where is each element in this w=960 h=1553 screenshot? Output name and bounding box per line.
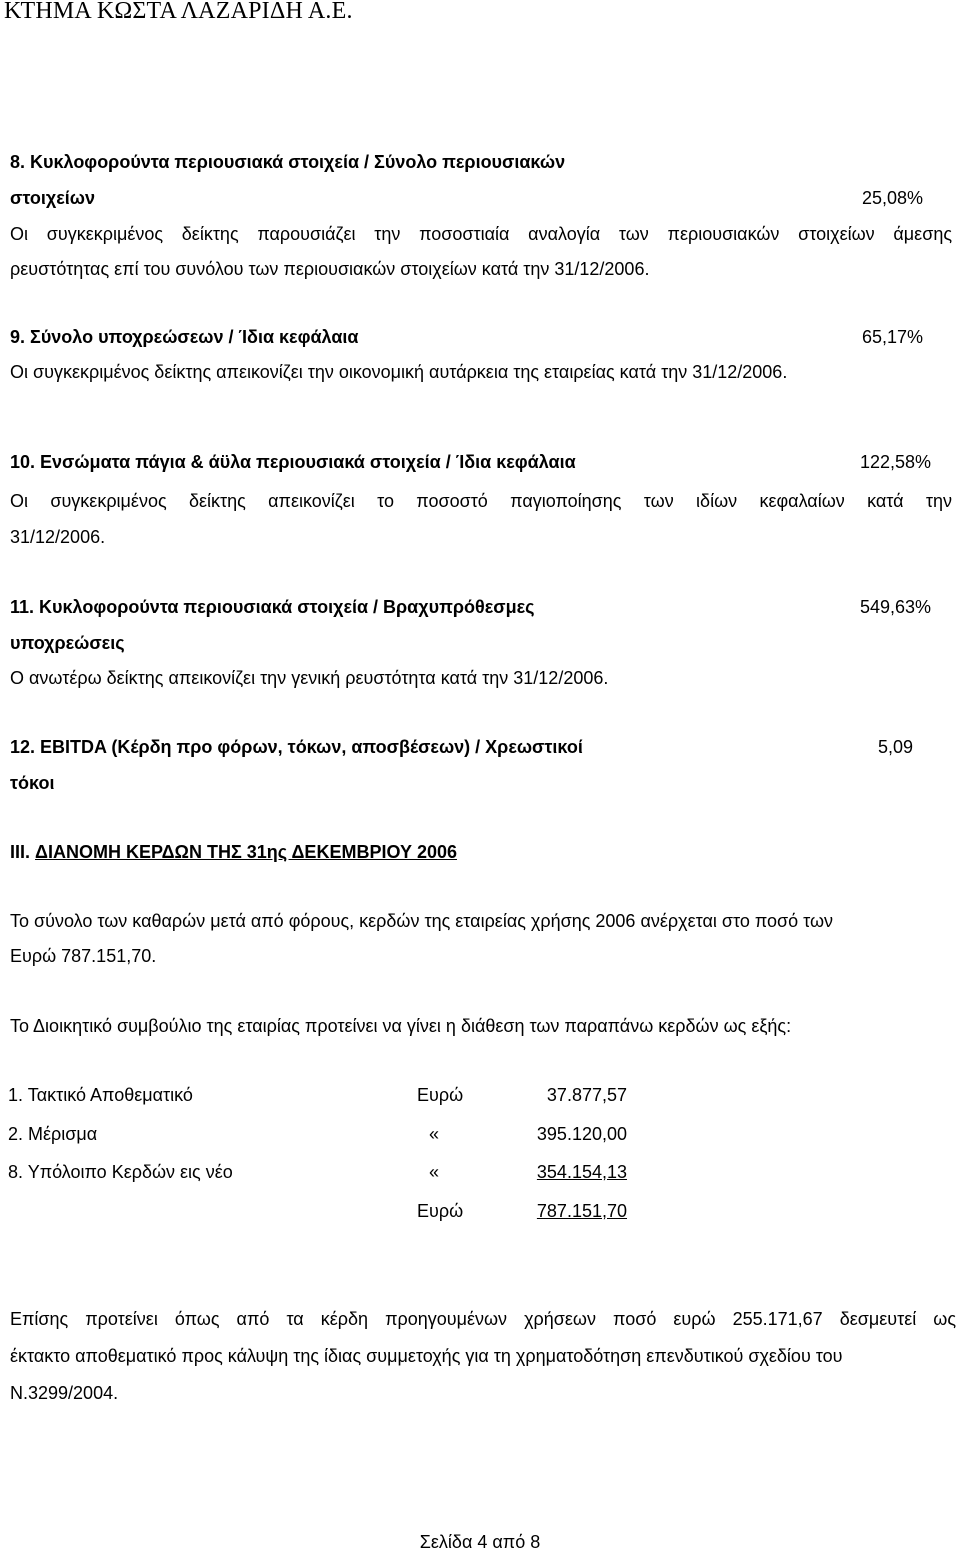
distribution-currency: « [429, 1162, 440, 1182]
distribution-label: 2. Μέρισμα [8, 1124, 98, 1144]
distribution-currency: « [429, 1124, 440, 1144]
ratio-12-title-line2: τόκοι [10, 773, 55, 793]
section-3-title: ΔΙΑΝΟΜΗ ΚΕΡΔΩΝ ΤΗΣ 31ης ΔΕΚΕΜΒΡΙΟΥ 2006 [35, 842, 457, 862]
ratio-10-title: 10. Ενσώματα πάγια & άϋλα περιουσιακά στοιχεία / Ίδια κεφάλαια [10, 452, 576, 472]
ratio-8-value: 25,08% [862, 188, 924, 208]
distribution-total-amount: 787.151,70 [536, 1201, 627, 1221]
ratio-11-value: 549,63% [860, 597, 932, 617]
ratio-8-desc-line2: ρευστότητας επί του συνόλου των περιουσιακών στοιχείων κατά την 31/12/2006. [10, 259, 650, 279]
page-number: Σελίδα 4 από 8 [419, 1532, 541, 1552]
ratio-9-desc: Οι συγκεκριμένος δείκτης απεικονίζει την οικονομική αυτάρκεια της εταιρείας κατά την 31/12/2006. [10, 362, 788, 382]
section-3-numeral: III. [10, 842, 36, 862]
ratio-8-title-line2: στοιχείων [10, 188, 95, 208]
company-header: ΚΤΗΜΑ ΚΩΣΤΑ ΛΑΖΑΡΙΔΗ Α.Ε. [4, 0, 353, 24]
ratio-8-desc-line1: Οι συγκεκριμένος δείκτης παρουσιάζει την ποσοστιαία αναλογία των περιουσιακών στοιχείων άμεσης [10, 224, 952, 244]
distribution-label: 8. Υπόλοιπο Κερδών εις νέο [8, 1162, 233, 1182]
closing-line1: Επίσης προτείνει όπως από τα κέρδη προηγουμένων χρήσεων ποσό ευρώ 255.171,67 δεσμευτεί ως [10, 1309, 956, 1329]
distribution-amount: 354.154,13 [536, 1162, 627, 1182]
ratio-10-desc-line1: Οι συγκεκριμένος δείκτης απεικονίζει το ποσοστό παγιοποίησης των ιδίων κεφαλαίων κατά την [10, 491, 952, 511]
ratio-10-desc-line2: 31/12/2006. [10, 527, 106, 547]
ratio-11-desc: Ο ανωτέρω δείκτης απεικονίζει την γενική ρευστότητα κατά την 31/12/2006. [10, 668, 609, 688]
distribution-amount: 395.120,00 [536, 1124, 627, 1144]
section-3-para1-line2: Ευρώ 787.151,70. [10, 946, 157, 966]
section-3-para2: Το Διοικητικό συμβούλιο της εταιρίας προτείνει να γίνει η διάθεση των παραπάνω κερδών ως εξής: [10, 1016, 792, 1036]
closing-line2: έκτακτο αποθεματικό προς κάλυψη της ίδιας συμμετοχής για τη χρηματοδότηση επενδυτικού σχεδίου του [10, 1346, 843, 1366]
ratio-12-value: 5,09 [878, 737, 914, 757]
distribution-amount: 37.877,57 [546, 1085, 627, 1105]
ratio-9-value: 65,17% [862, 327, 924, 347]
section-3-heading [10, 842, 457, 863]
section-3-para1-line1: Το σύνολο των καθαρών μετά από φόρους, κερδών της εταιρείας χρήσης 2006 ανέρχεται στο ποσό των [10, 911, 834, 931]
ratio-11-title-line1: 11. Κυκλοφορούντα περιουσιακά στοιχεία / Βραχυπρόθεσμες [10, 597, 535, 617]
closing-line3: Ν.3299/2004. [10, 1383, 119, 1403]
distribution-total-currency: Ευρώ [417, 1201, 464, 1221]
distribution-currency: Ευρώ [417, 1085, 464, 1105]
ratio-12-title-line1: 12. EBITDA (Κέρδη προ φόρων, τόκων, αποσβέσεων) / Χρεωστικοί [10, 737, 583, 757]
ratio-10-value: 122,58% [860, 452, 932, 472]
ratio-9-title: 9. Σύνολο υποχρεώσεων / Ίδια κεφάλαια [10, 327, 359, 347]
ratio-11-title-line2: υποχρεώσεις [10, 633, 125, 653]
distribution-label: 1. Τακτικό Αποθεματικό [8, 1085, 193, 1105]
ratio-8-title-line1: 8. Κυκλοφορούντα περιουσιακά στοιχεία / Σύνολο περιουσιακών [10, 152, 566, 172]
